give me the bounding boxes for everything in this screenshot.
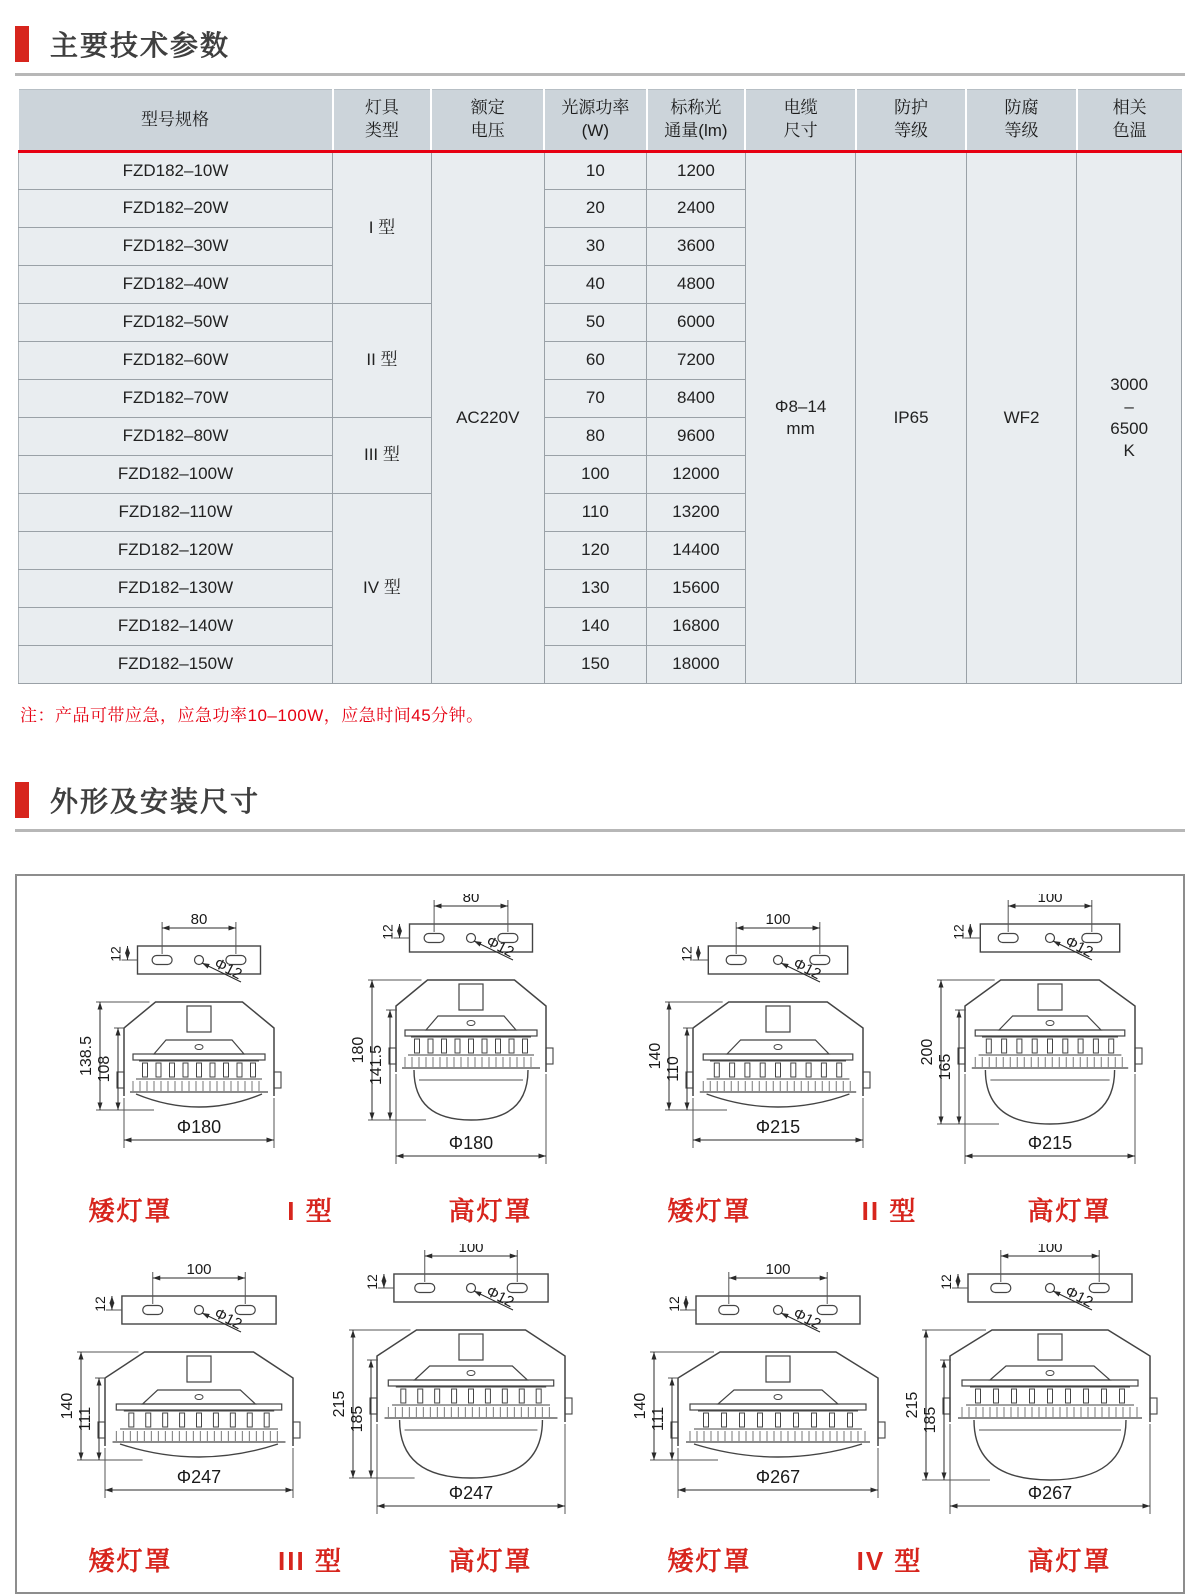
- model-cell: FZD182–110W: [19, 494, 333, 532]
- model-cell: FZD182–30W: [19, 228, 333, 266]
- dim-bracket-side: 12: [665, 1296, 682, 1312]
- dim-bracket-span: 80: [462, 894, 479, 906]
- dim-outer-height: 200: [918, 1038, 936, 1066]
- dim-inner-height: 185: [348, 1405, 366, 1433]
- power-cell: 40: [544, 266, 646, 304]
- lamp-drawing: [618, 1244, 890, 1534]
- section-title-specs: [15, 24, 1185, 76]
- flux-cell: 16800: [647, 608, 746, 646]
- lamp-drawing: [311, 894, 583, 1184]
- dim-hole: Φ12: [482, 1282, 517, 1312]
- dim-hole: Φ12: [1061, 932, 1096, 962]
- dim-bracket-span: 80: [190, 911, 207, 928]
- dim-diameter: Φ215: [1027, 1133, 1072, 1153]
- power-cell: 50: [544, 304, 646, 342]
- dim-hole: Φ12: [210, 954, 245, 984]
- flux-cell: 14400: [647, 532, 746, 570]
- caption-tall-shade: 高灯罩: [1027, 1196, 1112, 1226]
- model-cell: FZD182–60W: [19, 342, 333, 380]
- power-cell: 110: [544, 494, 646, 532]
- dim-bracket-span: 100: [764, 1261, 791, 1278]
- model-cell: FZD182–40W: [19, 266, 333, 304]
- dim-outer-height: 140: [58, 1392, 76, 1420]
- col-header-0: 型号规格: [19, 90, 333, 152]
- caption-short-shade: 矮灯罩: [88, 1546, 173, 1576]
- lamp-group-4: [600, 1244, 1179, 1578]
- dim-bracket-side: 12: [949, 924, 966, 940]
- caption-type: III 型: [278, 1546, 343, 1576]
- lamp-drawing: [890, 894, 1162, 1184]
- dim-hole: Φ12: [789, 954, 824, 984]
- power-cell: 130: [544, 570, 646, 608]
- dim-bracket-side: 12: [677, 946, 694, 962]
- dim-inner-height: 185: [921, 1406, 939, 1434]
- col-header-5: 电缆 尺寸: [745, 90, 855, 152]
- dim-outer-height: 180: [349, 1036, 367, 1064]
- model-cell: FZD182–130W: [19, 570, 333, 608]
- col-header-4: 标称光 通量(lm): [647, 90, 746, 152]
- col-header-3: 光源功率 (W): [544, 90, 646, 152]
- red-accent-bar: [15, 782, 29, 818]
- type-cell: II 型: [333, 304, 432, 418]
- anticorrosion-cell: WF2: [966, 152, 1076, 684]
- emergency-note: 注：产品可带应急，应急功率10–100W，应急时间45分钟。: [20, 706, 484, 725]
- model-cell: FZD182–50W: [19, 304, 333, 342]
- power-cell: 150: [544, 646, 646, 684]
- dim-bracket-side: 12: [937, 1274, 954, 1290]
- cable-cell: Φ8–14 mm: [745, 152, 855, 684]
- dim-diameter: Φ247: [176, 1467, 221, 1487]
- dim-bracket-side: 12: [379, 924, 395, 940]
- flux-cell: 1200: [647, 152, 746, 190]
- dim-outer-height: 140: [631, 1392, 649, 1420]
- ip-cell: IP65: [856, 152, 966, 684]
- power-cell: 100: [544, 456, 646, 494]
- dim-outer-height: 138.5: [77, 1035, 95, 1077]
- dim-diameter: Φ215: [755, 1117, 800, 1137]
- model-cell: FZD182–10W: [19, 152, 333, 190]
- col-header-1: 灯具 类型: [333, 90, 432, 152]
- dim-bracket-span: 100: [185, 1261, 212, 1278]
- caption-type: I 型: [287, 1196, 334, 1226]
- specs-title: 主要技术参数: [50, 30, 231, 61]
- power-cell: 60: [544, 342, 646, 380]
- caption-type: IV 型: [856, 1546, 923, 1576]
- lamp-drawing: [890, 1244, 1162, 1534]
- dim-bracket-span: 100: [457, 1244, 484, 1256]
- flux-cell: 18000: [647, 646, 746, 684]
- dim-inner-height: 111: [76, 1406, 94, 1432]
- power-cell: 120: [544, 532, 646, 570]
- lamp-group-1: [21, 894, 600, 1228]
- dim-diameter: Φ180: [176, 1117, 221, 1137]
- col-header-8: 相关 色温: [1077, 90, 1182, 152]
- model-cell: FZD182–120W: [19, 532, 333, 570]
- caption-short-shade: 矮灯罩: [667, 1196, 752, 1226]
- dim-bracket-side: 12: [91, 1296, 108, 1312]
- model-cell: FZD182–70W: [19, 380, 333, 418]
- caption-type: II 型: [861, 1196, 918, 1226]
- lamp-drawing-short-shade: [618, 894, 890, 1189]
- lamp-group-2: [600, 894, 1179, 1228]
- dim-diameter: Φ267: [1027, 1483, 1072, 1503]
- lamp-drawing: [311, 1244, 583, 1534]
- lamp-drawing-tall-shade: [890, 1244, 1162, 1539]
- lamp-drawing-tall-shade: [311, 1244, 583, 1539]
- power-cell: 70: [544, 380, 646, 418]
- model-cell: FZD182–150W: [19, 646, 333, 684]
- caption-tall-shade: 高灯罩: [448, 1546, 533, 1576]
- dimensions-title: 外形及安装尺寸: [50, 786, 261, 817]
- section-title-dimensions: [15, 780, 1185, 832]
- lamp-drawing-short-shade: [39, 894, 311, 1189]
- spec-table: [18, 89, 1182, 684]
- col-header-7: 防腐 等级: [966, 90, 1076, 152]
- flux-cell: 4800: [647, 266, 746, 304]
- table-row: [19, 152, 1182, 190]
- power-cell: 30: [544, 228, 646, 266]
- dim-diameter: Φ267: [755, 1467, 800, 1487]
- dim-hole: Φ12: [482, 932, 517, 962]
- dim-outer-height: 215: [903, 1391, 921, 1419]
- flux-cell: 8400: [647, 380, 746, 418]
- red-accent-bar: [15, 26, 29, 62]
- type-cell: III 型: [333, 418, 432, 494]
- dim-inner-height: 141.5: [367, 1044, 385, 1086]
- dim-diameter: Φ247: [448, 1483, 493, 1503]
- dim-bracket-side: 12: [363, 1274, 380, 1290]
- dim-inner-height: 110: [664, 1056, 682, 1082]
- model-cell: FZD182–20W: [19, 190, 333, 228]
- model-cell: FZD182–140W: [19, 608, 333, 646]
- flux-cell: 6000: [647, 304, 746, 342]
- spec-table-body: [19, 152, 1182, 684]
- caption-short-shade: 矮灯罩: [667, 1546, 752, 1576]
- flux-cell: 9600: [647, 418, 746, 456]
- col-header-6: 防护 等级: [856, 90, 966, 152]
- lamp-drawing: [39, 894, 311, 1184]
- lamp-drawing: [618, 894, 890, 1184]
- dim-hole: Φ12: [789, 1304, 824, 1334]
- dim-bracket-span: 100: [764, 911, 791, 928]
- dim-inner-height: 165: [936, 1053, 954, 1081]
- power-cell: 140: [544, 608, 646, 646]
- lamp-drawing-short-shade: [39, 1244, 311, 1539]
- power-cell: 20: [544, 190, 646, 228]
- dim-bracket-span: 100: [1036, 1244, 1063, 1256]
- color-temp-cell: 3000 – 6500 K: [1077, 152, 1182, 684]
- voltage-cell: AC220V: [431, 152, 544, 684]
- flux-cell: 12000: [647, 456, 746, 494]
- model-cell: FZD182–80W: [19, 418, 333, 456]
- lamp-group-3: [21, 1244, 600, 1578]
- dim-bracket-side: 12: [107, 946, 123, 962]
- flux-cell: 3600: [647, 228, 746, 266]
- flux-cell: 7200: [647, 342, 746, 380]
- power-cell: 80: [544, 418, 646, 456]
- caption-short-shade: 矮灯罩: [88, 1196, 173, 1226]
- dimension-diagrams: [15, 874, 1185, 1594]
- col-header-2: 额定 电压: [431, 90, 544, 152]
- power-cell: 10: [544, 152, 646, 190]
- dim-hole: Φ12: [210, 1304, 245, 1334]
- lamp-drawing: [39, 1244, 311, 1534]
- flux-cell: 13200: [647, 494, 746, 532]
- caption-tall-shade: 高灯罩: [448, 1196, 533, 1226]
- dim-outer-height: 140: [646, 1042, 664, 1070]
- dim-outer-height: 215: [330, 1390, 348, 1418]
- header-row: [19, 90, 1182, 152]
- dim-inner-height: 108: [95, 1055, 113, 1083]
- model-cell: FZD182–100W: [19, 456, 333, 494]
- flux-cell: 15600: [647, 570, 746, 608]
- dim-inner-height: 111: [649, 1406, 667, 1432]
- spec-table-header: [19, 90, 1182, 152]
- type-cell: I 型: [333, 152, 432, 304]
- lamp-drawing-short-shade: [618, 1244, 890, 1539]
- flux-cell: 2400: [647, 190, 746, 228]
- lamp-drawing-tall-shade: [311, 894, 583, 1189]
- caption-tall-shade: 高灯罩: [1027, 1546, 1112, 1576]
- dim-diameter: Φ180: [448, 1133, 493, 1153]
- dim-hole: Φ12: [1061, 1282, 1096, 1312]
- type-cell: IV 型: [333, 494, 432, 684]
- dim-bracket-span: 100: [1036, 894, 1063, 906]
- lamp-drawing-tall-shade: [890, 894, 1162, 1189]
